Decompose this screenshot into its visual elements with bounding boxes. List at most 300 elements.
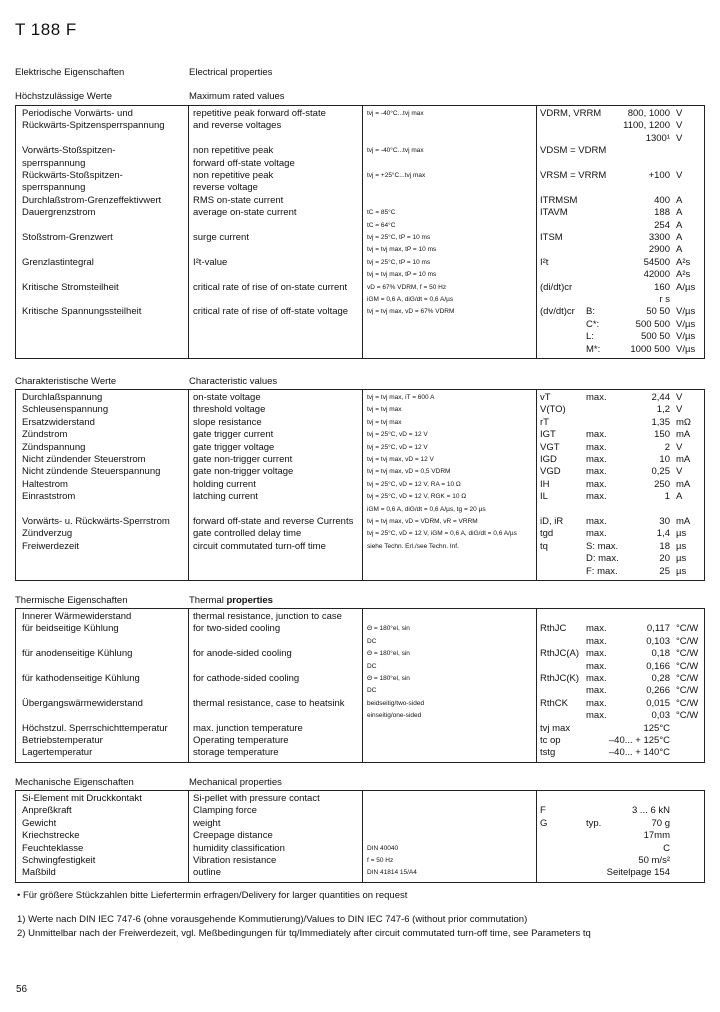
cell-en: outline	[193, 867, 221, 879]
cell-val: 0,25	[651, 466, 670, 478]
cell-cond: tvj = 25°C, vD = 12 V	[367, 443, 428, 451]
table-row	[16, 282, 704, 295]
cell-val: 1100, 1200	[623, 120, 670, 132]
cell-val: 150	[654, 429, 670, 441]
cell-sym: iD, iR	[540, 516, 564, 527]
cell-val: 1	[664, 491, 670, 503]
table-row	[16, 429, 704, 442]
table-row	[16, 566, 704, 579]
cell-qual: max.	[586, 454, 607, 465]
footnote-bullet: • Für größere Stückzahlen bitte Liefertermin erfragen/Delivery for larger quantities on request	[17, 890, 408, 901]
cell-cond: tvj = tvj max, vD = 67% VDRM	[367, 308, 455, 316]
cell-unit: mA	[676, 454, 691, 465]
cell-en: gate non-trigger voltage	[193, 466, 294, 478]
cell-val: 160	[654, 281, 670, 293]
cell-qual: B:	[586, 306, 595, 318]
cell-val: 250	[654, 478, 670, 490]
cell-val: 0,166	[646, 660, 670, 672]
cell-val: 0,03	[651, 710, 670, 722]
table-row	[16, 294, 704, 307]
cell-sym: tstg	[540, 747, 556, 759]
cell-sym: VDRM, VRRM	[540, 108, 602, 119]
cell-unit: °C/W	[676, 697, 699, 709]
electrical-heading-en: Electrical properties	[189, 67, 273, 78]
cell-val: 3300	[648, 232, 670, 243]
cell-en: non repetitive peak	[193, 170, 274, 181]
cell-cond: DC	[367, 637, 377, 645]
cell-en: slope resistance	[193, 416, 262, 428]
cell-val: 1,2	[656, 404, 670, 416]
table-row	[16, 182, 704, 195]
cell-cond: Θ = 180°el, sin	[367, 625, 410, 633]
cell-en: weight	[193, 817, 221, 829]
cell-cond: beidseitig/two-sided	[367, 699, 425, 707]
table-row	[16, 232, 704, 245]
cell-unit: V	[676, 108, 683, 119]
cell-sym: G	[540, 817, 548, 829]
cell-val: 18	[659, 540, 670, 552]
cell-unit: A	[676, 232, 683, 243]
cell-de: Grenzlastintegral	[22, 256, 94, 268]
cell-unit: mA	[676, 429, 691, 441]
cell-cond: tvj = tvj max	[367, 406, 402, 414]
cell-en: and reverse voltages	[193, 120, 282, 132]
cell-val: 2	[664, 441, 670, 453]
cell-val: C	[663, 842, 670, 854]
table-row	[16, 417, 704, 430]
cell-cond: tvj = 25°C, vD = 12 V, iGM = 0,6 A, diG/dt = 0,6 A/µs	[367, 530, 517, 538]
cell-unit: mΩ	[676, 416, 692, 428]
cell-qual: D: max.	[586, 553, 619, 565]
cell-unit: V/µs	[676, 318, 696, 330]
cell-sym: ITSM	[540, 232, 563, 243]
cell-de: Si-Element mit Druckkontakt	[22, 793, 142, 804]
cell-en: gate non-trigger current	[193, 454, 293, 465]
cell-unit: °C/W	[676, 673, 699, 684]
cell-de: Anpreßkraft	[22, 805, 72, 817]
cell-qual: max.	[586, 635, 607, 647]
cell-sym: VGD	[540, 466, 561, 478]
table-row	[16, 723, 704, 736]
cell-cond: tC = 64°C	[367, 221, 396, 229]
table-row	[16, 636, 704, 649]
cell-sym: V(TO)	[540, 404, 566, 416]
table-row	[16, 442, 704, 455]
cell-sym: tgd	[540, 528, 554, 540]
cell-en: circuit commutated turn-off time	[193, 540, 326, 552]
cell-qual: max.	[586, 516, 607, 527]
cell-cond: tvj = +25°C...tvj max	[367, 172, 426, 179]
cell-val: 50 m/s²	[638, 855, 670, 866]
table-row	[16, 344, 704, 357]
cell-val: 188	[654, 207, 670, 219]
cell-cond: tvj = tvj max, vD = 0,5 VDRM	[367, 468, 451, 476]
table-row	[16, 710, 704, 723]
electrical-heading-de: Elektrische Eigenschaften	[15, 67, 125, 78]
section-heading-de: Thermische Eigenschaften	[15, 595, 128, 606]
cell-unit: µs	[676, 565, 687, 577]
cell-unit: V	[676, 404, 683, 416]
table-row	[16, 830, 704, 843]
cell-en: RMS on-state current	[193, 194, 284, 206]
cell-de: Durchlaßspannung	[22, 392, 103, 403]
cell-unit: V	[676, 132, 683, 144]
cell-en: thermal resistance, junction to case	[193, 611, 342, 622]
cell-sym: ITAVM	[540, 207, 568, 219]
cell-unit: V/µs	[676, 306, 696, 318]
table-row	[16, 145, 704, 158]
table-row	[16, 158, 704, 171]
table-row	[16, 504, 704, 517]
cell-qual: max.	[586, 429, 607, 441]
table-row	[16, 479, 704, 492]
table-row	[16, 331, 704, 344]
cell-cond: tvj = tvj max, vD = 12 V	[367, 456, 434, 463]
table-row	[16, 220, 704, 233]
table-row	[16, 257, 704, 270]
section-heading-de: Mechanische Eigenschaften	[15, 777, 134, 788]
cell-cond: einseitig/one-sided	[367, 712, 422, 720]
cell-en: forward off-state voltage	[193, 157, 295, 169]
cell-en: Si-pellet with pressure contact	[193, 793, 320, 804]
cell-de: Übergangswärmewiderstand	[22, 697, 143, 709]
cell-de: Freiwerdezeit	[22, 540, 80, 552]
cell-sym: tvj max	[540, 722, 571, 734]
cell-qual: max.	[586, 673, 607, 684]
page-number: 56	[16, 984, 28, 995]
cell-unit: V	[676, 170, 683, 181]
table-row	[16, 805, 704, 818]
cell-val: 800, 1000	[627, 108, 670, 119]
cell-sym: IGT	[540, 429, 556, 441]
cell-sym: vT	[540, 392, 551, 403]
cell-val: 500 500	[635, 318, 670, 330]
cell-de: Kriechstrecke	[22, 830, 80, 842]
cell-de: Vorwärts-Stoßspitzen-	[22, 145, 116, 157]
cell-de: Betriebstemperatur	[22, 735, 103, 746]
table-row	[16, 747, 704, 760]
table-row	[16, 528, 704, 541]
table-row	[16, 648, 704, 661]
section-heading-en: Thermal properties	[189, 595, 273, 606]
cell-de: Rückwärts-Spitzensperrspannung	[22, 120, 165, 132]
cell-cond: tvj = 25°C, tP = 10 ms	[367, 234, 431, 241]
cell-sym: RthJC(K)	[540, 673, 580, 684]
cell-cond: tvj = -40°C...tvj max	[367, 110, 424, 117]
table-mech	[15, 790, 705, 883]
cell-cond: tvj = tvj max	[367, 418, 402, 426]
table-row	[16, 404, 704, 417]
cell-val: 17mm	[643, 830, 670, 842]
cell-unit: A²s	[676, 269, 691, 281]
table-char	[15, 389, 705, 581]
cell-qual: max.	[586, 660, 607, 672]
cell-unit: V	[676, 441, 683, 453]
cell-de: Zündverzug	[22, 528, 73, 540]
cell-unit: µs	[676, 553, 687, 565]
cell-en: Operating temperature	[193, 735, 289, 746]
cell-val: 254	[654, 219, 670, 231]
cell-de: Stoßstrom-Grenzwert	[22, 232, 113, 243]
cell-qual: F: max.	[586, 565, 618, 577]
cell-cond: DC	[367, 662, 377, 670]
cell-de: für anodenseitige Kühlung	[22, 648, 133, 660]
cell-cond: tvj = tvj max, tP = 10 ms	[367, 271, 437, 279]
cell-en: gate trigger voltage	[193, 441, 275, 453]
cell-de: Schwingfestigkeit	[22, 855, 96, 866]
cell-unit: °C/W	[676, 623, 699, 635]
table-row	[16, 108, 704, 121]
page-title: T 188 F	[15, 20, 77, 39]
cell-cond: vD = 67% VDRM, f = 50 Hz	[367, 283, 447, 291]
cell-de: Dauergrenzstrom	[22, 207, 96, 219]
cell-qual: max.	[586, 478, 607, 490]
cell-val: r s	[659, 294, 670, 305]
cell-cond: tvj = 25°C, tP = 10 ms	[367, 258, 431, 266]
cell-sym: VGT	[540, 441, 560, 453]
cell-val: 1,4	[656, 528, 670, 540]
cell-en: humidity classification	[193, 842, 285, 854]
cell-cond: tvj = tvj max, iT = 600 A	[367, 394, 435, 401]
footnote-1: 1) Werte nach DIN IEC 747-6 (ohne vorausgehende Kommutierung)/Values to DIN IEC 747-6 (without prior commutation)	[17, 914, 528, 925]
table-row	[16, 319, 704, 332]
cell-de: für beidseitige Kühlung	[22, 623, 119, 635]
cell-de: Nicht zündender Steuerstrom	[22, 454, 146, 465]
cell-en: Creepage distance	[193, 830, 273, 842]
cell-cond: DIN 41814 15/A4	[367, 869, 417, 877]
cell-de: Lagertemperatur	[22, 747, 93, 759]
cell-sym: (di/dt)cr	[540, 281, 573, 293]
table-row	[16, 661, 704, 674]
cell-cond: iGM = 0,6 A, diG/dt = 0,6 A/µs	[367, 296, 454, 303]
cell-de: sperrspannung	[22, 182, 86, 194]
cell-de: Durchlaßstrom-Grenzeffektivwert	[22, 194, 162, 206]
table-row	[16, 611, 704, 624]
cell-en: for two-sided cooling	[193, 623, 281, 635]
cell-cond: DIN 40040	[367, 844, 399, 852]
cell-en: storage temperature	[193, 747, 279, 759]
cell-qual: max.	[586, 697, 607, 709]
cell-cond: DC	[367, 687, 377, 695]
cell-en: surge current	[193, 232, 249, 243]
cell-qual: max.	[586, 441, 607, 453]
cell-val: 25	[659, 565, 670, 577]
cell-de: Maßbild	[22, 867, 56, 879]
cell-sym: RthJC	[540, 623, 567, 635]
cell-sym: IGD	[540, 454, 557, 465]
table-row	[16, 623, 704, 636]
cell-unit: °C/W	[676, 660, 699, 672]
table-row	[16, 867, 704, 880]
cell-cond: tvj = -40°C...tvj max	[367, 147, 424, 155]
cell-de: Feuchteklasse	[22, 842, 84, 854]
cell-qual: max.	[586, 648, 607, 660]
table-row	[16, 207, 704, 220]
cell-unit: A	[676, 207, 683, 219]
cell-sym: tc op	[540, 735, 561, 746]
cell-sym: VDSM = VDRM	[540, 145, 607, 157]
cell-val: 3 ... 6 kN	[631, 805, 670, 817]
cell-val: 0,117	[646, 623, 670, 635]
cell-sym: RthCK	[540, 697, 568, 709]
cell-de: Nicht zündende Steuerspannung	[22, 466, 161, 478]
cell-sym: I²t	[540, 256, 549, 268]
cell-de: Vorwärts- u. Rückwärts-Sperrstrom	[22, 516, 170, 527]
cell-qual: max.	[586, 623, 607, 635]
cell-en: critical rate of rise of on-state current	[193, 281, 348, 293]
table-row	[16, 195, 704, 208]
table-row	[16, 491, 704, 504]
cell-qual: max.	[586, 528, 607, 540]
table-row	[16, 454, 704, 467]
cell-val: 2900	[648, 244, 670, 256]
cell-val: +100	[648, 170, 670, 181]
cell-en: reverse voltage	[193, 182, 258, 194]
cell-qual: S: max.	[586, 540, 619, 552]
cell-val: 1300¹	[645, 132, 670, 144]
cell-val: 2,44	[651, 392, 670, 403]
section-heading-en: Mechanical properties	[189, 777, 282, 788]
cell-sym: IL	[540, 491, 548, 503]
cell-val: –40... + 125°C	[608, 735, 670, 746]
cell-unit: °C/W	[676, 648, 699, 660]
cell-en: I²t-value	[193, 256, 228, 268]
table-row	[16, 170, 704, 183]
cell-de: Kritische Spannungssteilheit	[22, 306, 142, 318]
cell-de: Höchstzul. Sperrschichttemperatur	[22, 722, 168, 734]
cell-en: non repetitive peak	[193, 145, 274, 157]
cell-cond: tvj = tvj max, vD = VDRM, vR = VRRM	[367, 518, 478, 525]
cell-en: repetitive peak forward off-state	[193, 108, 326, 119]
cell-qual: max.	[586, 685, 607, 697]
table-row	[16, 673, 704, 686]
cell-de: Einraststrom	[22, 491, 76, 503]
section-heading-en: Maximum rated values	[189, 91, 285, 102]
table-row	[16, 516, 704, 529]
cell-val: –40... + 140°C	[608, 747, 670, 759]
cell-en: latching current	[193, 491, 258, 503]
cell-sym: VRSM = VRRM	[540, 170, 607, 181]
table-therm	[15, 608, 705, 763]
cell-en: threshold voltage	[193, 404, 266, 416]
cell-unit: V/µs	[676, 331, 696, 343]
cell-de: Gewicht	[22, 817, 57, 829]
cell-en: gate controlled delay time	[193, 528, 302, 540]
cell-de: Kritische Stromsteilheit	[22, 281, 119, 293]
cell-val: 0,103	[646, 635, 670, 647]
cell-unit: V	[676, 466, 683, 478]
cell-qual: max.	[586, 466, 607, 478]
cell-unit: mA	[676, 516, 691, 527]
cell-de: Haltestrom	[22, 478, 68, 490]
cell-unit: µs	[676, 540, 687, 552]
cell-val: 20	[659, 553, 670, 565]
cell-en: Clamping force	[193, 805, 257, 817]
cell-en: critical rate of rise of off-state voltage	[193, 306, 349, 318]
cell-en: holding current	[193, 478, 256, 490]
cell-val: 0,015	[646, 697, 670, 709]
section-heading-de: Charakteristische Werte	[15, 376, 117, 387]
table-row	[16, 392, 704, 405]
section-heading-de: Höchstzulässige Werte	[15, 91, 112, 102]
cell-val: 70 g	[651, 817, 670, 829]
cell-sym: tq	[540, 540, 548, 552]
cell-cond: tvj = 25°C, vD = 12 V, RA = 10 Ω	[367, 480, 461, 488]
cell-en: for cathode-sided cooling	[193, 673, 300, 684]
cell-de: für kathodenseitige Kühlung	[22, 673, 140, 684]
table-row	[16, 818, 704, 831]
cell-de: Zündstrom	[22, 429, 68, 441]
table-row	[16, 855, 704, 868]
cell-sym: (dv/dt)cr	[540, 306, 575, 318]
cell-unit: V/µs	[676, 343, 696, 355]
cell-en: thermal resistance, case to heatsink	[193, 697, 345, 709]
cell-val: 0,28	[651, 673, 670, 684]
cell-val: 500 50	[640, 331, 670, 343]
cell-sym: IH	[540, 478, 550, 490]
cell-unit: V	[676, 120, 683, 132]
table-row	[16, 269, 704, 282]
table-row	[16, 541, 704, 554]
cell-en: forward off-state and reverse Currents	[193, 516, 354, 527]
cell-cond: f = 50 Hz	[367, 857, 394, 864]
cell-val: 1000 500	[630, 343, 670, 355]
cell-en: gate trigger current	[193, 429, 274, 441]
table-row	[16, 553, 704, 566]
footnote-2: 2) Unmittelbar nach der Freiwerdezeit, vgl. Meßbedingungen für tq/Immediately after circuit commutated turn-off time, see Parameters tq	[17, 928, 591, 939]
cell-sym: rT	[540, 416, 549, 428]
cell-cond: siehe Techn. Erl./see Techn. Inf.	[367, 542, 459, 550]
cell-unit: °C/W	[676, 710, 699, 722]
cell-val: 50 50	[646, 306, 670, 318]
cell-de: Rückwärts-Stoßspitzen-	[22, 170, 123, 181]
cell-cond: tvj = tvj max, tP = 10 ms	[367, 246, 437, 254]
table-row	[16, 306, 704, 319]
cell-en: for anode-sided cooling	[193, 648, 292, 660]
table-row	[16, 843, 704, 856]
cell-cond: tC = 85°C	[367, 209, 396, 217]
cell-val: 0,266	[646, 685, 670, 697]
section-heading-en: Characteristic values	[189, 376, 278, 387]
cell-qual: M*:	[586, 343, 601, 355]
cell-de: Innerer Wärmewiderstand	[22, 611, 132, 622]
table-row	[16, 120, 704, 133]
table-row	[16, 793, 704, 806]
cell-unit: µs	[676, 528, 687, 540]
cell-cond: Θ = 180°el, sin	[367, 675, 410, 682]
cell-en: average on-state current	[193, 207, 297, 219]
cell-de: sperrspannung	[22, 157, 86, 169]
table-row	[16, 244, 704, 257]
table-row	[16, 685, 704, 698]
cell-en: max. junction temperature	[193, 722, 303, 734]
cell-unit: A	[676, 244, 683, 256]
cell-qual: L:	[586, 331, 594, 343]
cell-unit: A/µs	[676, 281, 696, 293]
cell-unit: A	[676, 491, 683, 503]
cell-unit: mA	[676, 478, 691, 490]
cell-sym: ITRMSM	[540, 194, 578, 206]
cell-cond: tvj = 25°C, vD = 12 V	[367, 431, 428, 439]
cell-unit: °C/W	[676, 685, 699, 697]
cell-unit: °C/W	[676, 635, 699, 647]
cell-val: 400	[654, 194, 670, 206]
cell-val: 42000	[643, 269, 670, 281]
cell-cond: Θ = 180°el, sin	[367, 650, 410, 658]
cell-qual: max.	[586, 392, 607, 403]
cell-val: 125°C	[643, 722, 670, 734]
table-row	[16, 698, 704, 711]
